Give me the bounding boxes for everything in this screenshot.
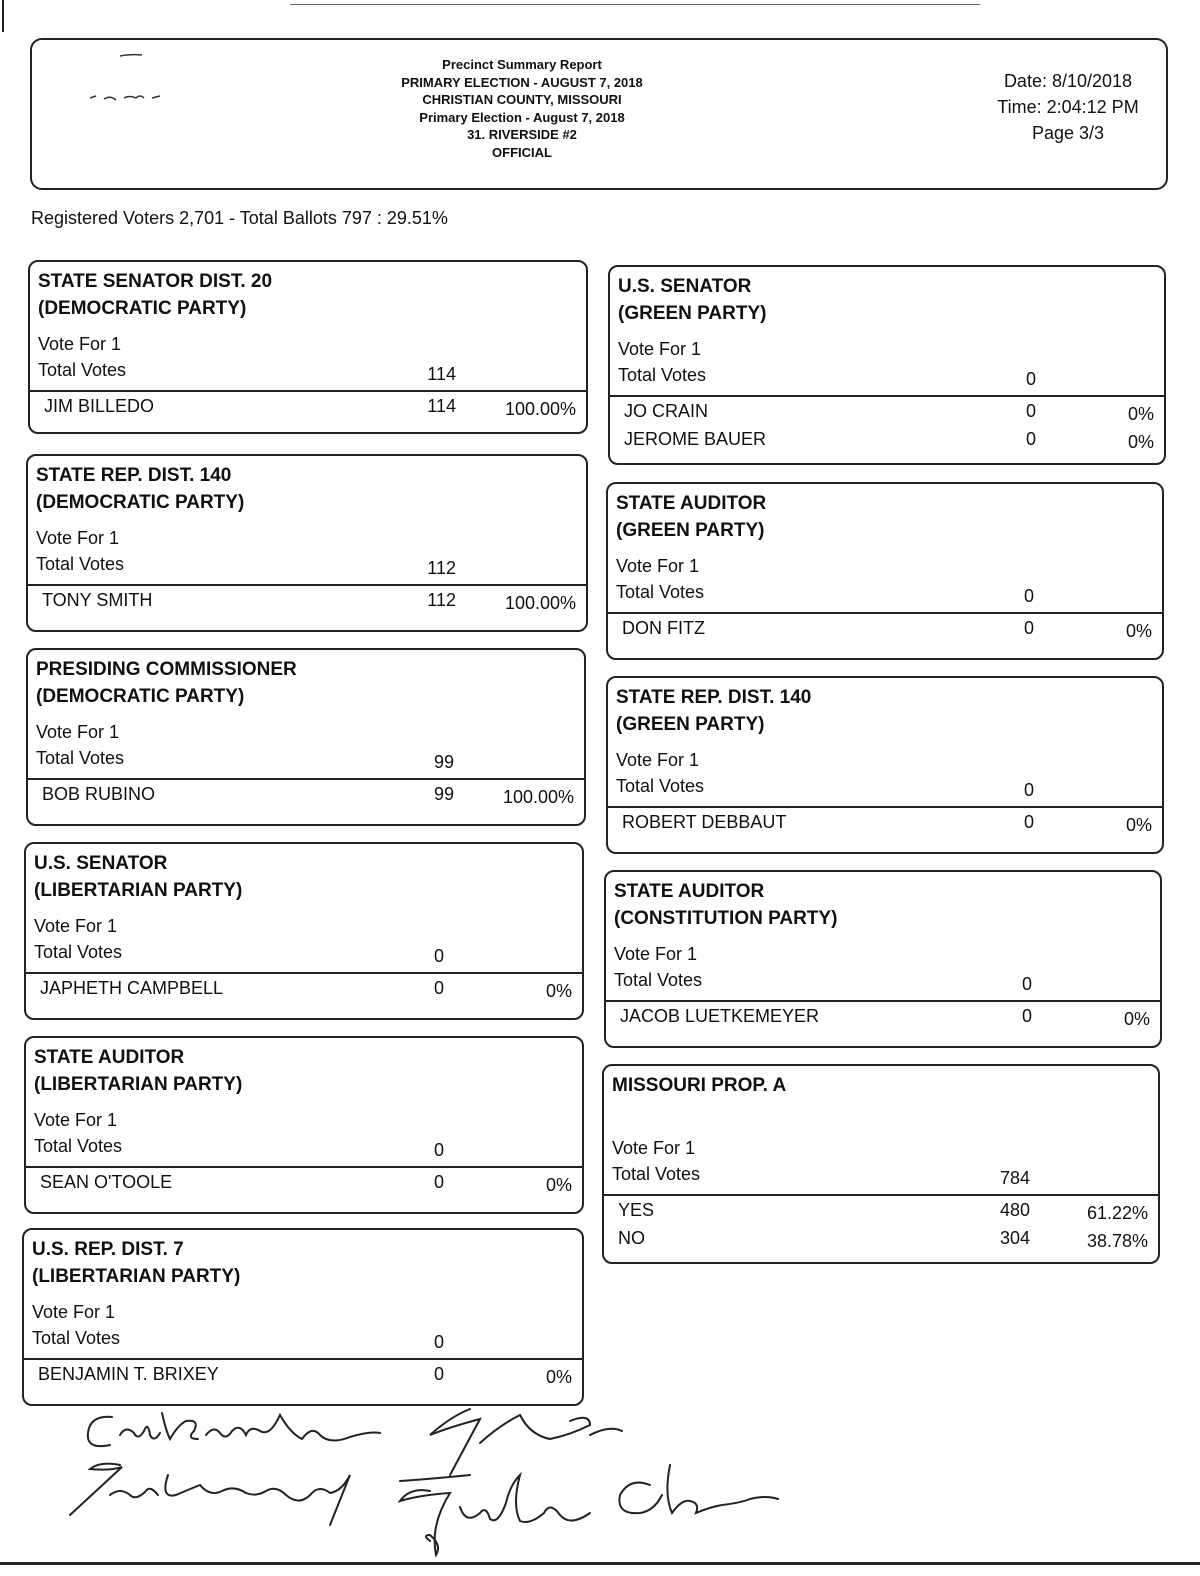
contest-divider [610, 395, 1164, 397]
contest-box [22, 1228, 584, 1406]
contest-box [608, 265, 1166, 465]
contest-box [602, 1064, 1160, 1264]
report-header [30, 38, 1168, 190]
candidate-votes: 304 [999, 1228, 1030, 1248]
contest-title [618, 273, 766, 327]
candidate-votes: 0 [1025, 429, 1036, 449]
candidate-votes: 0 [1023, 618, 1034, 638]
signature-block [50, 1395, 780, 1560]
contest-office: PRESIDING COMMISSIONER [36, 659, 297, 680]
contest-office: U.S. SENATOR [618, 276, 752, 297]
contest-divider [608, 612, 1162, 614]
contest-divider [28, 778, 584, 780]
contest-box [28, 260, 588, 434]
contest-office: STATE REP. DIST. 140 [616, 687, 812, 708]
scan-top-line [290, 4, 980, 5]
candidate-percent: 0% [545, 981, 572, 1001]
contest-party: (LIBERTARIAN PARTY) [34, 1074, 243, 1095]
contest-title [36, 462, 244, 516]
vote-for-label: Vote For 1 [36, 528, 120, 548]
total-votes-label: Total Votes [32, 1328, 121, 1348]
signature-initials [400, 1409, 622, 1481]
election-subtitle: Primary Election - August 7, 2018 [419, 109, 625, 125]
vote-for-label: Vote For 1 [34, 916, 118, 936]
candidate-percent: 38.78% [1086, 1231, 1148, 1251]
candidate-name: BENJAMIN T. BRIXEY [38, 1364, 219, 1384]
signature-carla-essick [88, 1413, 380, 1446]
total-votes-value: 784 [999, 1168, 1030, 1188]
contest-divider [30, 390, 586, 392]
contest-office: STATE AUDITOR [614, 881, 765, 902]
handwritten-mark [60, 46, 170, 106]
contest-title [616, 490, 766, 544]
contest-title [34, 850, 242, 904]
total-votes-label: Total Votes [36, 554, 125, 574]
candidate-percent: 0% [1125, 815, 1152, 835]
contest-office: U.S. SENATOR [34, 853, 168, 874]
report-date: Date: 8/10/2018 [1003, 71, 1133, 91]
contest-title [612, 1072, 786, 1099]
candidate-row [26, 978, 582, 1004]
county-name: CHRISTIAN COUNTY, MISSOURI [422, 92, 622, 107]
report-title-block [332, 56, 712, 161]
total-votes-label: Total Votes [38, 360, 127, 380]
candidate-percent: 0% [1125, 621, 1152, 641]
signature-lisa-russell [70, 1464, 350, 1525]
vote-for-label: Vote For 1 [614, 944, 698, 964]
candidate-votes: 0 [1021, 1006, 1032, 1026]
contest-office: U.S. REP. DIST. 7 [32, 1239, 184, 1260]
candidate-name: YES [618, 1200, 655, 1220]
candidate-percent: 0% [1127, 432, 1154, 452]
candidate-name: JEROME BAUER [624, 429, 767, 449]
total-votes-value: 0 [433, 1140, 444, 1160]
contest-party: (DEMOCRATIC PARTY) [38, 298, 247, 319]
contest-box [604, 870, 1162, 1048]
scan-edge-mark [2, 0, 4, 32]
report-status: OFFICIAL [492, 144, 552, 160]
report-title: Precinct Summary Report [442, 57, 602, 72]
total-votes-value: 114 [427, 364, 456, 384]
candidate-percent: 61.22% [1086, 1203, 1148, 1223]
candidate-votes: 112 [427, 590, 456, 610]
total-votes-value: 0 [1025, 369, 1036, 389]
contest-office: STATE REP. DIST. 140 [36, 465, 232, 486]
candidate-row [610, 429, 1164, 455]
contest-title [32, 1236, 240, 1290]
contest-box [24, 842, 584, 1020]
candidate-row [610, 401, 1164, 427]
candidate-percent: 0% [545, 1175, 572, 1195]
candidate-percent: 100.00% [504, 593, 576, 613]
contest-box [606, 482, 1164, 660]
candidate-row [24, 1364, 582, 1390]
contest-office: STATE SENATOR DIST. 20 [38, 271, 273, 292]
contest-divider [26, 1166, 582, 1168]
contest-party: (LIBERTARIAN PARTY) [32, 1266, 241, 1287]
report-meta [978, 68, 1158, 146]
scan-bottom-line [0, 1562, 1200, 1565]
contest-party: (CONSTITUTION PARTY) [614, 908, 838, 929]
candidate-name: JAPHETH CAMPBELL [40, 978, 224, 998]
total-votes-label: Total Votes [616, 582, 705, 602]
candidate-name: SEAN O'TOOLE [40, 1172, 173, 1192]
vote-for-label: Vote For 1 [36, 722, 120, 742]
vote-for-label: Vote For 1 [618, 339, 702, 359]
candidate-votes: 480 [999, 1200, 1030, 1220]
total-votes-label: Total Votes [36, 748, 125, 768]
contest-party: (DEMOCRATIC PARTY) [36, 492, 245, 513]
candidate-votes: 0 [433, 1364, 444, 1384]
contest-title [614, 878, 837, 932]
vote-for-label: Vote For 1 [34, 1110, 118, 1130]
vote-for-label: Vote For 1 [616, 750, 700, 770]
contest-box [26, 454, 588, 632]
page-number: Page 3/3 [1031, 123, 1105, 143]
contest-office: STATE AUDITOR [616, 493, 767, 514]
contest-party: (LIBERTARIAN PARTY) [34, 880, 243, 901]
candidate-percent: 0% [1127, 404, 1154, 424]
candidate-name: JACOB LUETKEMEYER [620, 1006, 820, 1026]
total-votes-label: Total Votes [616, 776, 705, 796]
total-votes-label: Total Votes [34, 942, 123, 962]
candidate-percent: 0% [1123, 1009, 1150, 1029]
candidate-votes: 114 [427, 396, 456, 416]
candidate-name: ROBERT DEBBAUT [622, 812, 787, 832]
total-votes-label: Total Votes [614, 970, 703, 990]
contest-party: (GREEN PARTY) [618, 303, 767, 324]
precinct-name: 31. RIVERSIDE #2 [467, 127, 577, 142]
signature-julie-olson [400, 1465, 778, 1555]
candidate-row [28, 784, 584, 810]
candidate-percent: 100.00% [502, 787, 574, 807]
vote-for-label: Vote For 1 [38, 334, 122, 354]
candidate-name: NO [618, 1228, 645, 1248]
contest-party: (DEMOCRATIC PARTY) [36, 686, 245, 707]
contest-divider [24, 1358, 582, 1360]
contest-divider [608, 806, 1162, 808]
candidate-row [604, 1228, 1158, 1254]
total-votes-value: 0 [1023, 586, 1034, 606]
vote-for-label: Vote For 1 [32, 1302, 116, 1322]
candidate-row [608, 812, 1162, 838]
vote-for-label: Vote For 1 [616, 556, 700, 576]
vote-for-label: Vote For 1 [612, 1138, 696, 1158]
contest-box [606, 676, 1164, 854]
contest-box [26, 648, 586, 826]
total-votes-value: 0 [1023, 780, 1034, 800]
contest-office: MISSOURI PROP. A [612, 1075, 787, 1096]
election-name: PRIMARY ELECTION - AUGUST 7, 2018 [401, 74, 643, 90]
candidate-votes: 0 [1025, 401, 1036, 421]
total-votes-label: Total Votes [34, 1136, 123, 1156]
contest-divider [606, 1000, 1160, 1002]
candidate-row [30, 396, 586, 422]
candidate-votes: 99 [433, 784, 454, 804]
contest-divider [26, 972, 582, 974]
candidate-votes: 0 [1023, 812, 1034, 832]
candidate-row [604, 1200, 1158, 1226]
total-votes-value: 0 [433, 1332, 444, 1352]
candidate-name: JIM BILLEDO [44, 396, 155, 416]
contest-divider [604, 1194, 1158, 1196]
contest-party: (GREEN PARTY) [616, 714, 765, 735]
candidate-name: BOB RUBINO [42, 784, 156, 804]
candidate-row [608, 618, 1162, 644]
contest-title [616, 684, 811, 738]
candidate-name: JO CRAIN [624, 401, 709, 421]
contest-office: STATE AUDITOR [34, 1047, 185, 1068]
candidate-votes: 0 [433, 1172, 444, 1192]
contest-title [36, 656, 297, 710]
registered-voters-summary: Registered Voters 2,701 - Total Ballots 797 : 29.51% [31, 208, 448, 228]
candidate-percent: 0% [545, 1367, 572, 1387]
candidate-row [28, 590, 586, 616]
contest-party: (GREEN PARTY) [616, 520, 765, 541]
contest-title [38, 268, 272, 322]
candidate-row [606, 1006, 1160, 1032]
candidate-votes: 0 [433, 978, 444, 998]
total-votes-value: 99 [433, 752, 454, 772]
total-votes-value: 0 [1021, 974, 1032, 994]
total-votes-label: Total Votes [612, 1164, 701, 1184]
contest-title [34, 1044, 242, 1098]
candidate-name: DON FITZ [622, 618, 705, 638]
report-time: Time: 2:04:12 PM [997, 97, 1139, 117]
candidate-row [26, 1172, 582, 1198]
contest-divider [28, 584, 586, 586]
candidate-percent: 100.00% [504, 399, 576, 419]
total-votes-value: 0 [433, 946, 444, 966]
contest-box [24, 1036, 584, 1214]
total-votes-label: Total Votes [618, 365, 707, 385]
candidate-name: TONY SMITH [42, 590, 153, 610]
total-votes-value: 112 [427, 558, 456, 578]
